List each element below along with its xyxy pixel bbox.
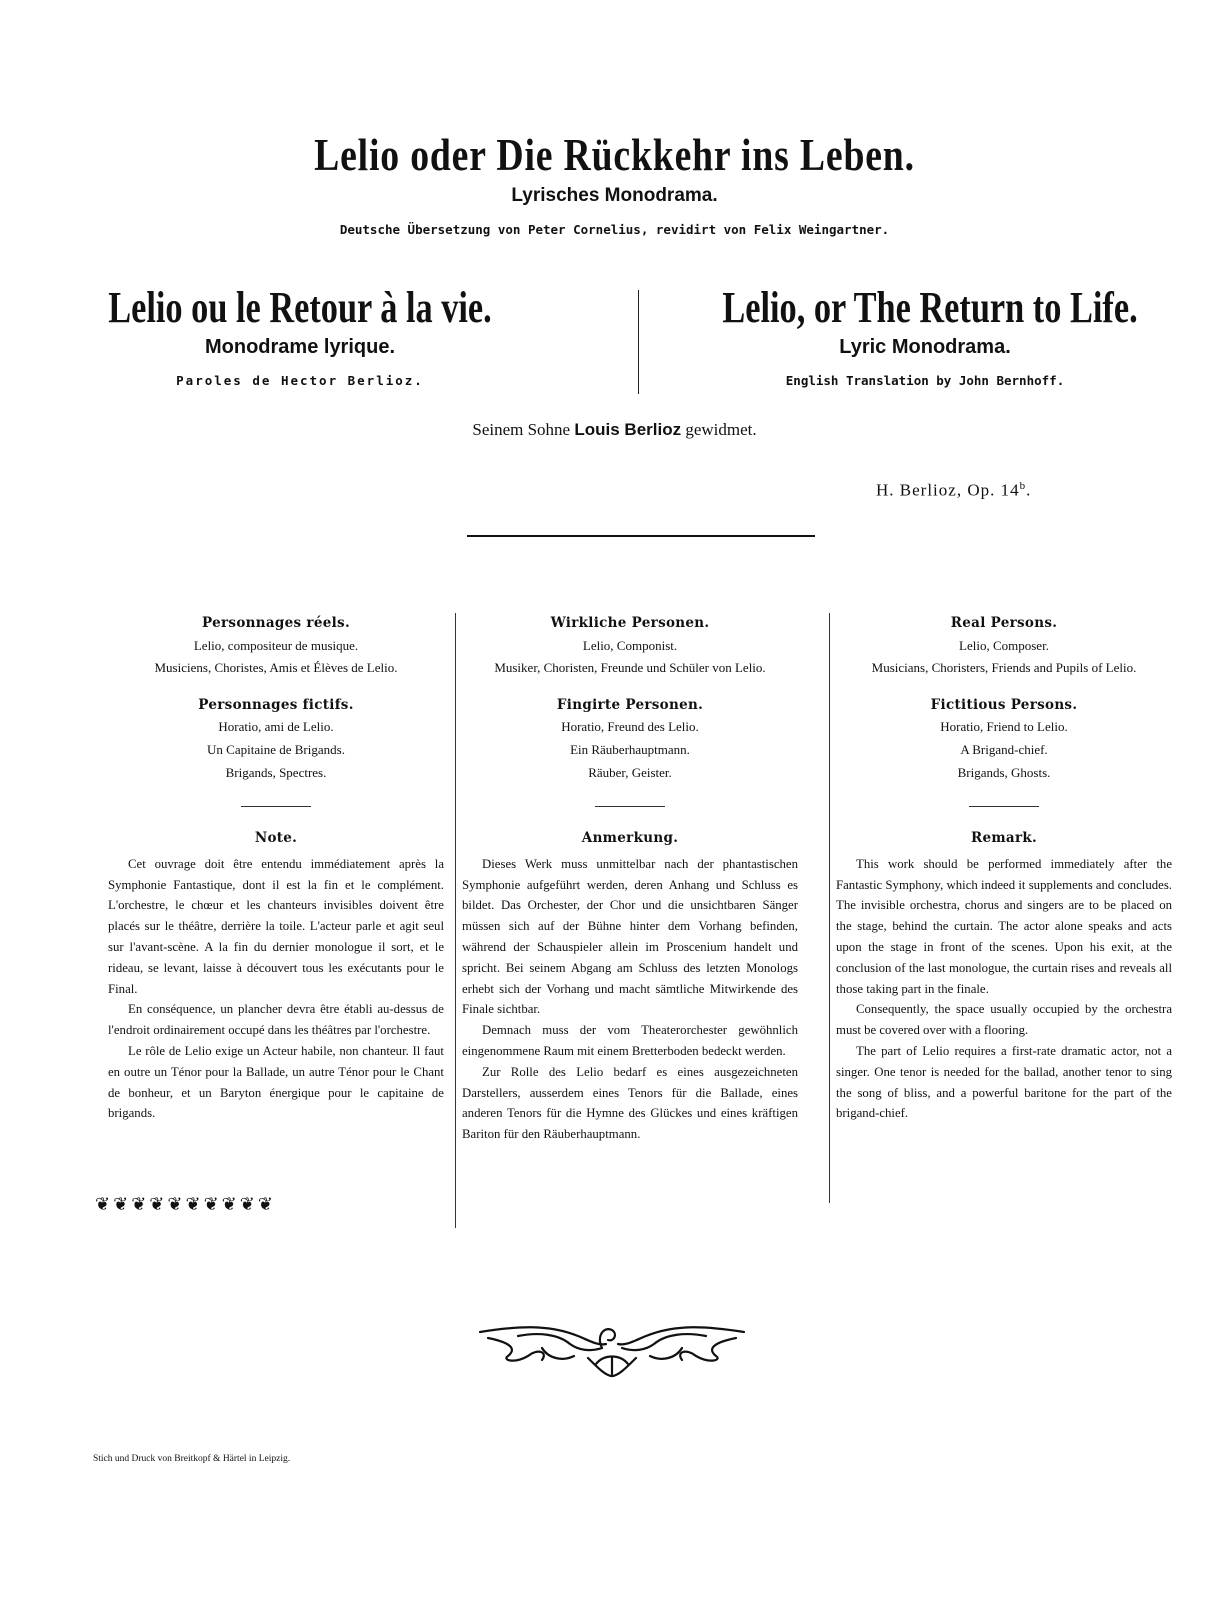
title-divider (638, 290, 639, 394)
opus-superscript: b (1019, 480, 1027, 492)
note-paragraph: Dieses Werk muss unmittelbar nach der phantastischen Symphonie aufgeführt werden, deren Anhang und Schluss es bildet. Das Orchester, der Chor und die unsichtbaren Sänger müssen sich auf der Bühne hinter dem Vorhang befinden, während der Schauspieler allein im Proscenium handelt und spricht. Bei seinem Abgang am Schluss des letzten Monologs erhebt sich der Vorhang und macht sämtliche Mitwirkende des Finale sichtbar. (462, 856, 798, 1017)
dedication-suffix: gewidmet. (681, 420, 757, 439)
note-paragraph: Cet ouvrage doit être entendu immédiatement après la Symphonie Fantastique, dont il est la fin et le complément. L'orchestre, le chœur et les chanteurs invisibles doivent être placés sur le théâtre, derrière la toile. L'acteur parle et agit seul sur l'avant-scène. A la fin du dernier monologue il sort, et le rideau, se levant, laisse à découvert tous les exécutants pour le Final. (108, 856, 444, 996)
fictitious-person: Horatio, Freund des Lelio. (561, 719, 699, 735)
fictitious-person: Brigands, Ghosts. (957, 764, 1051, 780)
opus-suffix: . (1026, 480, 1032, 500)
note-paragraph: Le rôle de Lelio exige un Acteur habile, non chanteur. Il faut en outre un Ténor pour la Ballade, un autre Ténor pour le Chant de bonheur, et un Baryton énergique pour le capitaine de brigands. (108, 1043, 444, 1121)
column-divider (829, 613, 830, 1203)
subtitle-english: Lyric Monodrama. (839, 336, 1011, 358)
fictitious-person: Brigands, Spectres. (225, 764, 327, 780)
translation-credit-german: Deutsche Übersetzung von Peter Cornelius, revidirt von Felix Weingartner. (339, 222, 890, 237)
fictitious-person: A Brigand-chief. (960, 741, 1048, 757)
column-divider (455, 613, 456, 1228)
note-paragraph: En conséquence, un plancher devra être établi au-dessus de l'endroit ordinairement occupé dans les théâtres par l'orchestre. (108, 1002, 444, 1038)
flourish-ornament-icon (478, 1318, 746, 1378)
dedication-prefix: Seinem Sohne (472, 420, 575, 439)
note-paragraph: Demnach muss der vom Theaterorchester gewöhnlich eingenommene Raum mit einem Bretterboden bedeckt werden. (462, 1023, 798, 1058)
real-person: Musicians, Choristers, Friends and Pupils of Lelio. (871, 660, 1137, 676)
real-persons-heading: Real Persons. (950, 615, 1058, 631)
note-paragraph: This work should be performed immediately after the Fantastic Symphony, which indeed it supplements and concludes. The invisible orchestra, chorus and singers are to be placed on the stage, behind the curtain. The actor alone speaks and acts upon the stage in front of the scenes. Upon his exit, at the conclusion of the last monologue, the curtain rises and reveals all those taking part in the finale. (836, 856, 1172, 996)
title-french: Lelio ou le Retour à la vie. (108, 283, 492, 332)
fictitious-person: Räuber, Geister. (588, 764, 672, 780)
fictitious-person: Ein Räuberhauptmann. (570, 741, 690, 757)
vignette-glyph-icon: ❦ (203, 1194, 219, 1215)
real-person: Musiciens, Choristes, Amis et Élèves de Lelio. (154, 660, 398, 676)
fictitious-person: Horatio, Friend to Lelio. (940, 719, 1068, 735)
section-separator (969, 806, 1039, 807)
vignette-glyph-icon: ❦ (239, 1194, 255, 1215)
dedicatee-name: Louis Berlioz (574, 420, 682, 439)
fictitious-person: Horatio, ami de Lelio. (218, 719, 334, 735)
fictitious-person: Un Capitaine de Brigands. (207, 741, 345, 757)
subtitle-french: Monodrame lyrique. (204, 336, 396, 358)
vignette-glyph-icon: ❦ (221, 1194, 237, 1215)
title-english: Lelio, or The Return to Life. (722, 283, 1138, 332)
real-person: Lelio, Composer. (959, 637, 1049, 653)
vignette-border-ornament (95, 1196, 445, 1216)
main-title-german: Lelio oder Die Rückkehr ins Leben. (314, 129, 915, 180)
note-heading: Remark. (970, 830, 1038, 847)
vignette-glyph-icon: ❦ (113, 1194, 129, 1215)
real-person: Lelio, Componist. (582, 637, 678, 653)
note-heading: Anmerkung. (581, 830, 679, 847)
dedication (0, 420, 1229, 440)
real-persons-heading: Personnages réels. (202, 615, 350, 631)
credit-english: English Translation by John Bernhoff. (785, 373, 1065, 388)
opus-text: H. Berlioz, Op. 14 (876, 480, 1020, 500)
horizontal-rule (467, 535, 815, 537)
column-english (836, 612, 1172, 1124)
note-paragraph: Consequently, the space usually occupied by the orchestra must be covered over with a flooring. (836, 1002, 1172, 1038)
subtitle-german: Lyrisches Monodrama. (511, 185, 718, 206)
real-person: Lelio, compositeur de musique. (193, 637, 359, 653)
printer-credit: Stich und Druck von Breitkopf & Härtel in Leipzig. (93, 1454, 291, 1464)
note-paragraph: Zur Rolle des Lelio bedarf es eines ausgezeichneten Darstellers, ausserdem eines Tenors für die Ballade, eines anderen Tenors für die Hymne des Glückes und eines kräftigen Bariton für den Räuberhauptmann. (462, 1064, 798, 1142)
vignette-glyph-icon: ❦ (149, 1194, 165, 1215)
fictitious-persons-heading: Fictitious Persons. (930, 696, 1078, 713)
vignette-glyph-icon: ❦ (167, 1194, 183, 1215)
note-paragraph: The part of Lelio requires a first-rate dramatic actor, not a singer. One tenor is needed for the ballad, another tenor to sing the song of bliss, and a powerful baritone for the part of the brigand-chief. (836, 1043, 1172, 1121)
fictitious-persons-heading: Fingirte Personen. (556, 696, 704, 713)
column-german (462, 612, 798, 1145)
real-persons-heading: Wirkliche Personen. (550, 615, 710, 631)
note-heading: Note. (254, 830, 298, 847)
fictitious-persons-heading: Personnages fictifs. (198, 696, 354, 713)
real-person: Musiker, Choristen, Freunde und Schüler von Lelio. (494, 660, 766, 676)
section-separator (241, 806, 311, 807)
column-french (108, 612, 444, 1124)
credit-french: Paroles de Hector Berlioz. (176, 373, 424, 388)
vignette-glyph-icon: ❦ (185, 1194, 201, 1215)
section-separator (595, 806, 665, 807)
vignette-glyph-icon: ❦ (131, 1194, 147, 1215)
opus-number (876, 480, 1031, 501)
vignette-glyph-icon: ❦ (95, 1194, 111, 1215)
vignette-glyph-icon: ❦ (257, 1194, 273, 1215)
